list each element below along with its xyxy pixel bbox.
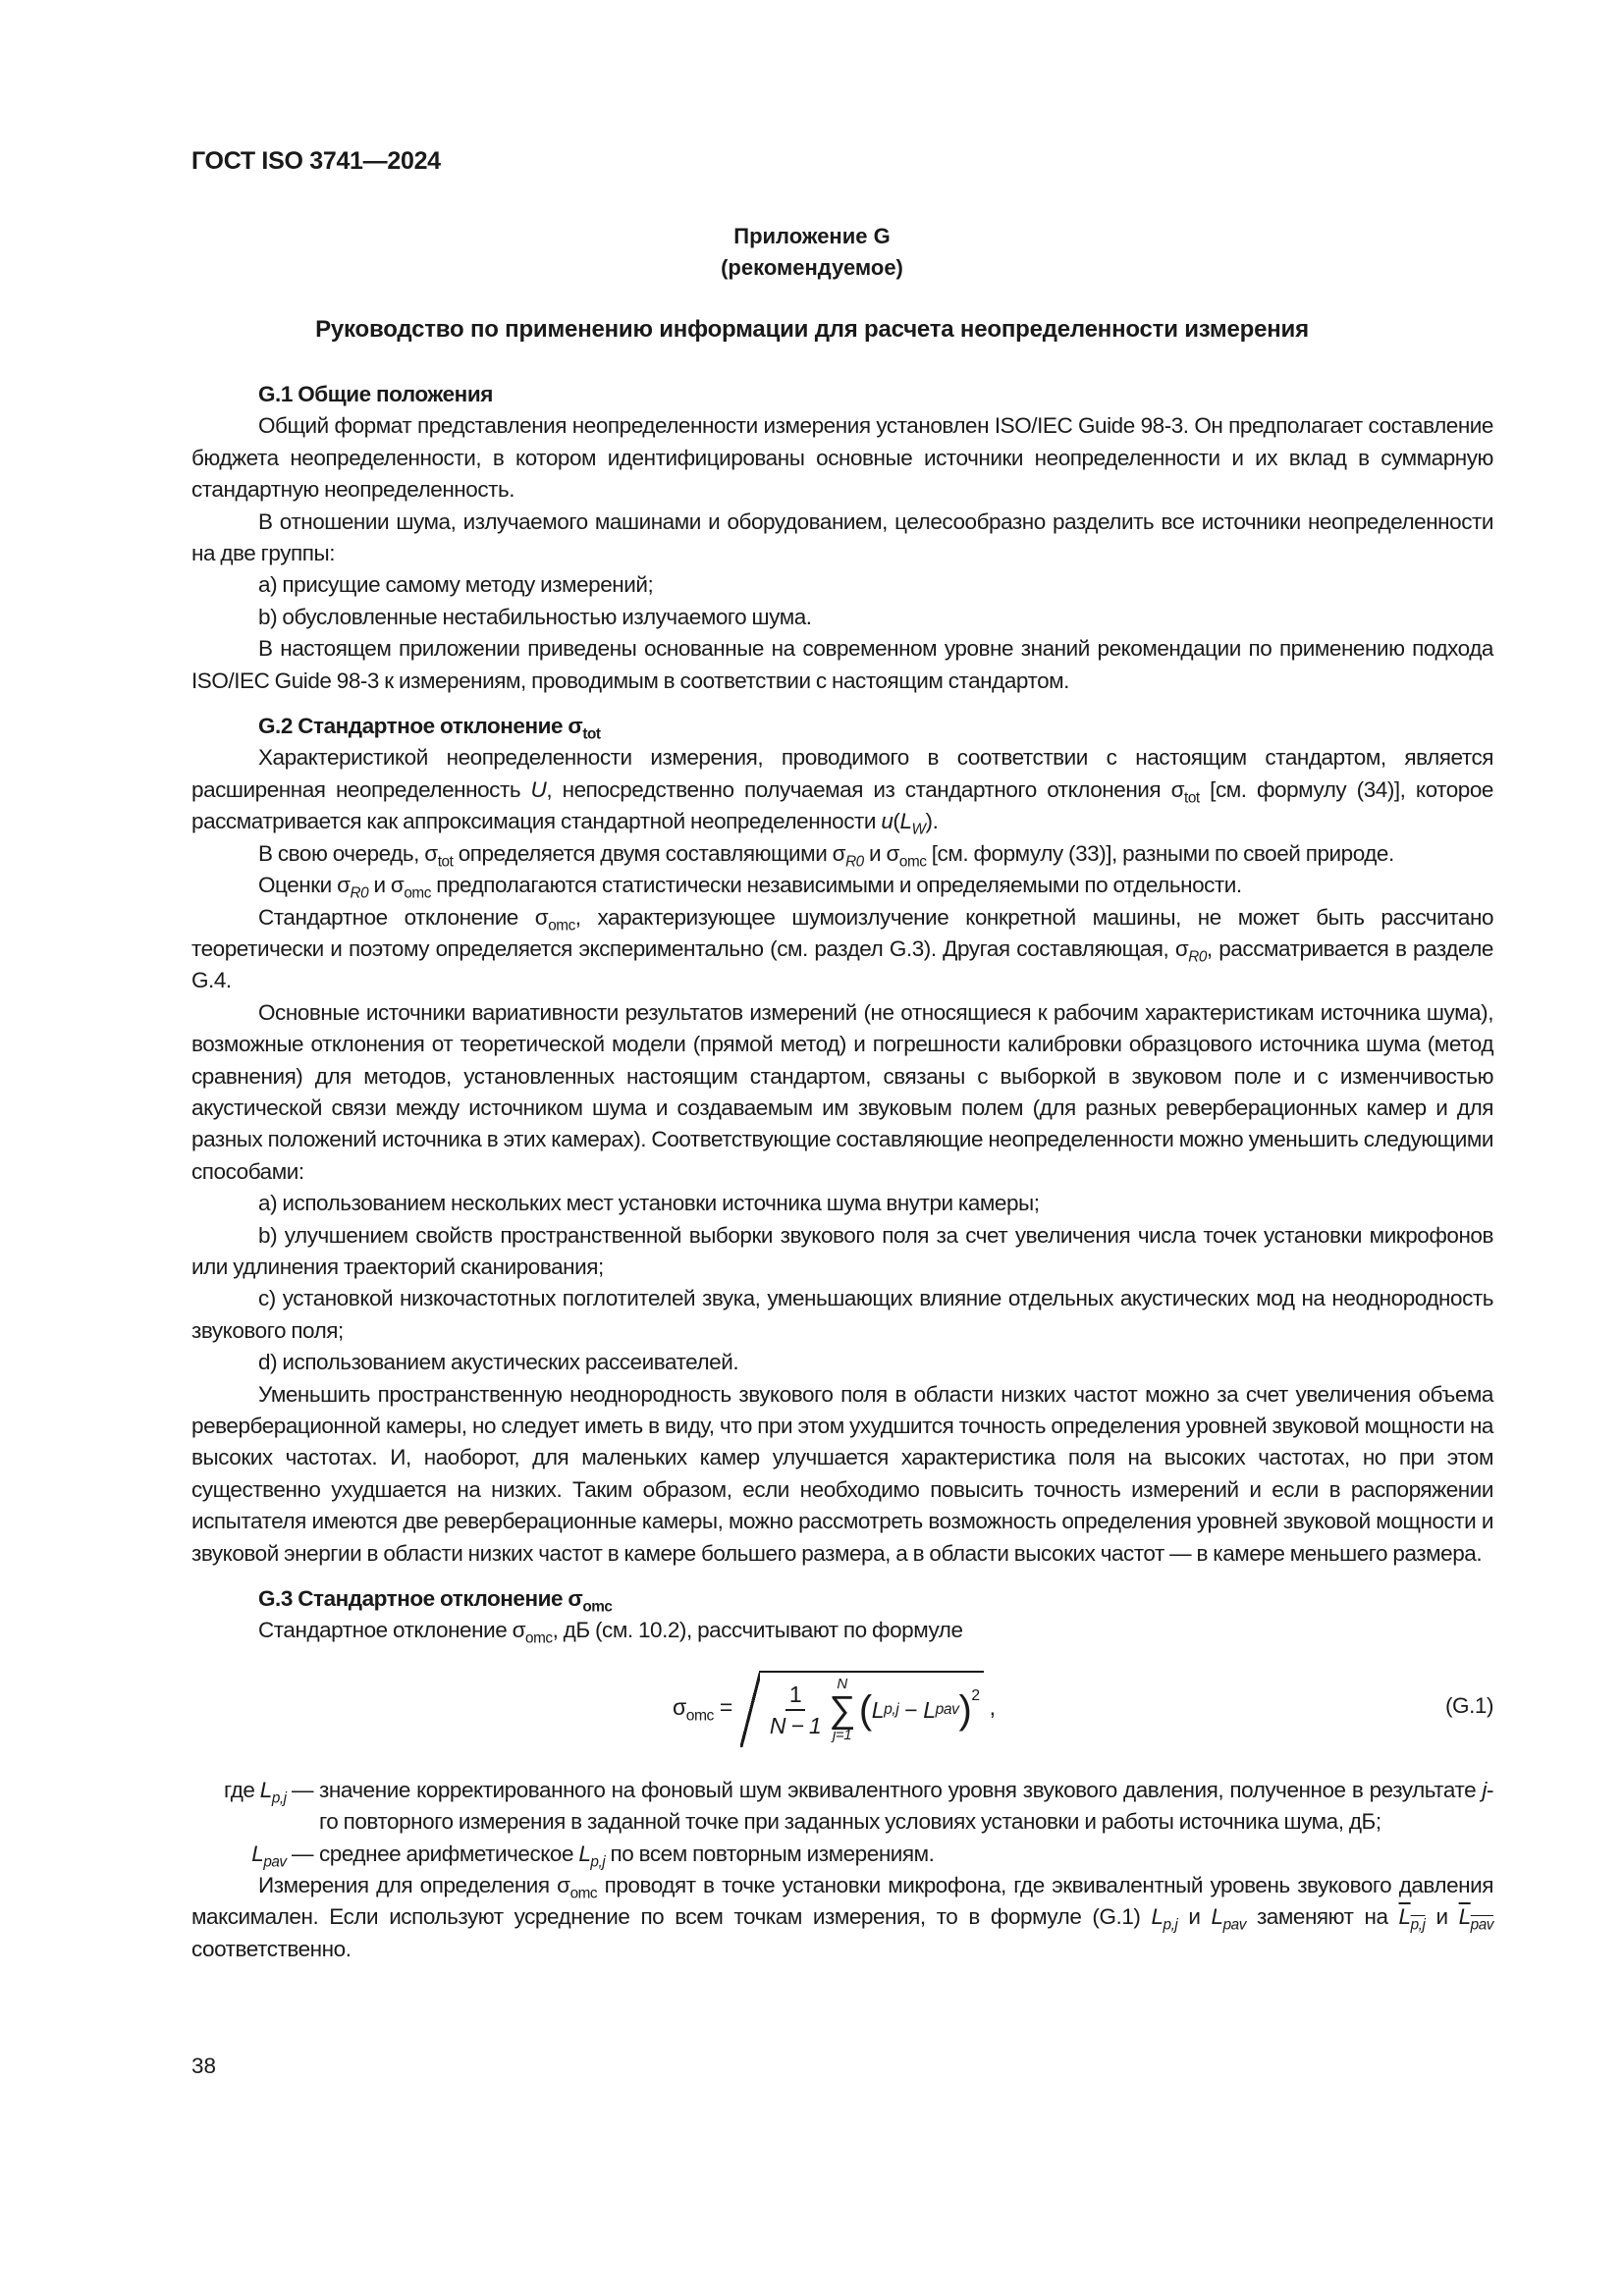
text-run: ). bbox=[925, 809, 939, 834]
subscript bbox=[351, 884, 369, 901]
text-run: и bbox=[1177, 1904, 1212, 1930]
variable-description bbox=[319, 1839, 1493, 1870]
paragraph bbox=[191, 633, 1493, 697]
page-number: 38 bbox=[191, 2054, 217, 2078]
paragraph bbox=[191, 870, 1493, 901]
section-heading bbox=[191, 1583, 1493, 1615]
paragraph bbox=[191, 1615, 1493, 1646]
variable-definition bbox=[191, 1839, 1493, 1870]
document-body bbox=[191, 379, 1493, 1965]
text-run: b) улучшением свойств пространственной выборки звукового поля за счет увеличения числа точек установки микрофонов или удлинения траекторий сканирования; bbox=[191, 1222, 1493, 1279]
sigma-sum-icon: ∑ bbox=[829, 1688, 855, 1731]
document-header: ГОСТ ISO 3741—2024 bbox=[191, 147, 441, 175]
italic-run: L bbox=[1211, 1904, 1223, 1930]
text-run: G.3 Стандартное отклонение σ bbox=[258, 1586, 583, 1612]
text-run: , характеризующее шумоизлучение конкретной машины, не может быть рассчитано теоретически и поэтому определяется экспериментально (см. раздел G.3). Другая составляющая, σ bbox=[191, 904, 1494, 961]
subscript bbox=[1223, 1917, 1246, 1934]
text-run: В отношении шума, излучаемого машинами и оборудованием, целесообразно разделить все источники неопределенности на две группы: bbox=[191, 508, 1493, 566]
text-run: [см. формулу (34)], которое рассматривается как аппроксимация стандартной неопределенности bbox=[191, 776, 1493, 834]
subscript-text: p,j bbox=[1410, 1916, 1426, 1934]
italic-run: L bbox=[578, 1841, 591, 1866]
subscript-text: pav bbox=[263, 1853, 287, 1870]
paragraph bbox=[191, 742, 1493, 837]
text-run: Стандартное отклонение σ bbox=[258, 904, 549, 930]
subscript bbox=[590, 1853, 605, 1870]
text-run: — bbox=[286, 1841, 313, 1866]
text-run: -го повторного измерения в заданной точке при заданных условиях установки и работы источника шума, дБ; bbox=[319, 1777, 1493, 1835]
paragraph bbox=[191, 1220, 1493, 1284]
section-heading bbox=[191, 711, 1493, 742]
subscript bbox=[263, 1853, 286, 1870]
text-run: проводят в точке установки микрофона, где эквивалентный уровень звукового давления максимален. Если используют усреднение по всем точкам измерения, то в формуле (G.1) bbox=[191, 1873, 1493, 1930]
lhs bbox=[673, 1691, 714, 1723]
denominator bbox=[770, 1711, 821, 1740]
numerator: 1 bbox=[785, 1680, 805, 1711]
subscript-text: pav bbox=[1470, 1916, 1493, 1934]
paragraph bbox=[191, 410, 1493, 506]
text-run: Общий формат представления неопределенности измерения установлен ISO/IEC Guide 98-3. Он предполагает составление бюджета неопределенности, в котором идентифицированы основные источники неопределенности и их вклад в суммарную стандартную неопределенность. bbox=[191, 413, 1493, 503]
text-run: ( bbox=[893, 809, 900, 834]
subscript bbox=[1164, 1917, 1178, 1934]
text-run: a) использованием нескольких мест установки источника шума внутри камеры; bbox=[258, 1191, 1040, 1216]
subscript-text: W bbox=[911, 821, 926, 838]
sum-upper-limit: N bbox=[837, 1675, 847, 1692]
text-run: , рассматривается в разделе G.4. bbox=[191, 935, 1493, 993]
paragraph bbox=[191, 1188, 1493, 1219]
text-run: предполагаются статистически независимыми и определяемыми по отдельности. bbox=[430, 873, 1242, 898]
subscript-text: R0 bbox=[845, 853, 864, 871]
variable-label bbox=[191, 1839, 319, 1870]
overlined-symbol bbox=[1458, 1904, 1493, 1934]
text-run: и σ bbox=[863, 840, 899, 866]
text-run: соответственно. bbox=[191, 1936, 352, 1961]
text-run: G.1 Общие положения bbox=[258, 382, 493, 406]
subscript: omc bbox=[685, 1707, 714, 1725]
paren-open: ( bbox=[858, 1687, 872, 1732]
text-run: значение корректированного на фоновый шум эквивалентного уровня звукового давления, полученное в результате bbox=[319, 1777, 1483, 1802]
paragraph bbox=[191, 997, 1493, 1188]
text-run: d) использованием акустических рассеивателей. bbox=[258, 1350, 739, 1375]
section-heading bbox=[191, 379, 1493, 410]
term-a: L bbox=[871, 1696, 885, 1723]
sum-lower-limit: j=1 bbox=[833, 1726, 852, 1743]
text-run: и bbox=[1425, 1904, 1459, 1930]
subscript: omc bbox=[582, 1598, 613, 1616]
text-run: Уменьшить пространственную неоднородность звукового поля в области низких частот можно за счет увеличения объема реверберационной камеры, но следует иметь в виду, что при этом ухудшится точность определения уровней звуковой мощности на высоких частотах. И, наоборот, для маленьких камер улучшается характеристика поля на высоких частотах, но при этом существенно ухудшается на низких. Таким образом, если необходимо повысить точность измерений и если в распоряжении испытателя имеются две реверберационные камеры, можно рассмотреть возможность определения уровней звуковой мощности и звуковой энергии в области низких частот в камере большего размера, а в области высоких частот — в камере меньшего размера. bbox=[191, 1381, 1493, 1566]
sigma: σ bbox=[673, 1693, 686, 1720]
subscript bbox=[1188, 948, 1207, 965]
subscript: omc bbox=[569, 1885, 598, 1902]
paragraph bbox=[191, 569, 1493, 601]
italic-run: u bbox=[881, 809, 893, 834]
subscript-text: R0 bbox=[350, 884, 369, 902]
document-title: Руководство по применению информации для расчета неопределенности измерения bbox=[315, 316, 1309, 343]
formula-expression bbox=[673, 1671, 996, 1743]
paren-close: ) bbox=[958, 1687, 972, 1732]
text-run: c) установкой низкочастотных поглотителей звука, уменьшающих влияние отдельных акустических мод на неоднородность звукового поля; bbox=[191, 1286, 1493, 1343]
subscript: tot bbox=[582, 725, 601, 743]
italic-run: L bbox=[259, 1777, 272, 1802]
text-run: и σ bbox=[368, 873, 405, 898]
text-run: заменяют на bbox=[1245, 1904, 1399, 1930]
text-run: Оценки σ bbox=[258, 873, 351, 898]
text-run: [см. формулу (33)], разными по своей природе. bbox=[926, 840, 1394, 866]
text-run: b) обусловленные нестабильностью излучаемого шума. bbox=[258, 604, 812, 629]
subscript-text: p,j bbox=[1163, 1916, 1178, 1934]
subscript-text: p,j bbox=[271, 1789, 287, 1807]
subscript bbox=[912, 822, 926, 838]
variable-label bbox=[191, 1775, 319, 1839]
subscript: omc bbox=[898, 853, 927, 871]
text-run: по всем повторным измерениям. bbox=[605, 1841, 935, 1866]
paragraph bbox=[191, 602, 1493, 633]
paragraph bbox=[191, 1379, 1493, 1570]
paragraph bbox=[191, 1347, 1493, 1378]
text-run: Основные источники вариативности результатов измерений (не относящиеся к рабочим характеристикам источника шума), возможные отклонения от теоретической модели (прямой метод) и погрешности калибровки образцового источника шума (метод сравнения) для методов, установленных настоящим стандартом, связаны с выборкой в звуковом поле и с изменчивостью акустической связи между источником шума и создаваемым им звуковым полем (для разных реверберационных камер и для разных положений источника в этих камерах). Соответствующие составляющие неопределенности можно уменьшить следующими способами: bbox=[191, 999, 1493, 1184]
equals-sign: = bbox=[719, 1693, 732, 1720]
term-a-sub: p,j bbox=[884, 1700, 899, 1718]
comma: , bbox=[989, 1693, 996, 1720]
paragraph bbox=[191, 1870, 1493, 1965]
subscript bbox=[845, 853, 864, 870]
subscript: omc bbox=[404, 884, 431, 902]
overlined-symbol bbox=[1398, 1904, 1426, 1934]
term-b-sub: pav bbox=[935, 1700, 959, 1718]
annex-status: (рекомендуемое) bbox=[721, 255, 903, 280]
annex-title: Приложение G bbox=[733, 224, 891, 248]
text-run: , дБ (см. 10.2), рассчитывают по формуле bbox=[552, 1618, 963, 1643]
text-run: Характеристикой неопределенности измерения, проводимого в соответствии с настоящим стандартом, является расширенная неопределенность bbox=[191, 745, 1493, 802]
symbol: $\overline{L}$ bbox=[1398, 1904, 1411, 1930]
subscript bbox=[272, 1789, 287, 1806]
text-run: a) присущие самому методу измерений; bbox=[258, 572, 654, 598]
text-run: G.2 Стандартное отклонение σ bbox=[258, 714, 583, 739]
equation-number: (G.1) bbox=[1444, 1692, 1493, 1718]
italic-run: U bbox=[530, 776, 547, 802]
variable-definition bbox=[191, 1775, 1493, 1839]
italic-run: j bbox=[1482, 1777, 1487, 1802]
paragraph bbox=[191, 902, 1493, 997]
text-run: — bbox=[286, 1777, 313, 1802]
term-b: L bbox=[923, 1696, 936, 1723]
text-run: В настоящем приложении приведены основанные на современном уровне знаний рекомендации по применению подхода ISO/IEC Guide 98-3 к измерениям, проводимым в соответствии с настоящим стандартом. bbox=[191, 636, 1493, 693]
symbol: $\overline{L}$ bbox=[1458, 1904, 1471, 1930]
variable-description bbox=[319, 1775, 1493, 1839]
subscript bbox=[1471, 1917, 1493, 1934]
subscript: tot bbox=[1184, 789, 1200, 807]
italic-run: L bbox=[251, 1841, 264, 1866]
text-run: Стандартное отклонение σ bbox=[258, 1618, 526, 1643]
formula-g1 bbox=[191, 1653, 1493, 1761]
paragraph bbox=[191, 507, 1493, 570]
text-run: , непосредственно получаемая из стандартного отклонения σ bbox=[546, 776, 1185, 802]
subscript-text: pav bbox=[1222, 1916, 1246, 1934]
subscript: omc bbox=[548, 916, 575, 934]
italic-run: L bbox=[1151, 1904, 1164, 1930]
paragraph bbox=[191, 1283, 1493, 1347]
subscript-text: p,j bbox=[590, 1853, 606, 1870]
subscript-text: R0 bbox=[1188, 948, 1207, 966]
text-run: где bbox=[223, 1777, 260, 1802]
denominator-text: N − 1 bbox=[769, 1712, 822, 1738]
italic-run: L bbox=[899, 809, 912, 834]
text-run: Измерения для определения σ bbox=[258, 1873, 570, 1898]
subscript: omc bbox=[525, 1629, 553, 1647]
text-run: В свою очередь, σ bbox=[258, 840, 438, 866]
text-run: среднее арифметическое bbox=[319, 1841, 579, 1866]
paragraph bbox=[191, 838, 1493, 870]
text-run: определяется двумя составляющими σ bbox=[453, 840, 846, 866]
subscript bbox=[1411, 1917, 1426, 1934]
minus-sign: − bbox=[904, 1696, 918, 1723]
square-root: $\frac{1}{N - 1}$ N ∑ j=1 ( L p,j − L pav ) $^2$ bbox=[760, 1671, 984, 1743]
summation bbox=[829, 1677, 855, 1743]
fraction bbox=[770, 1680, 821, 1740]
subscript: tot bbox=[437, 853, 454, 871]
